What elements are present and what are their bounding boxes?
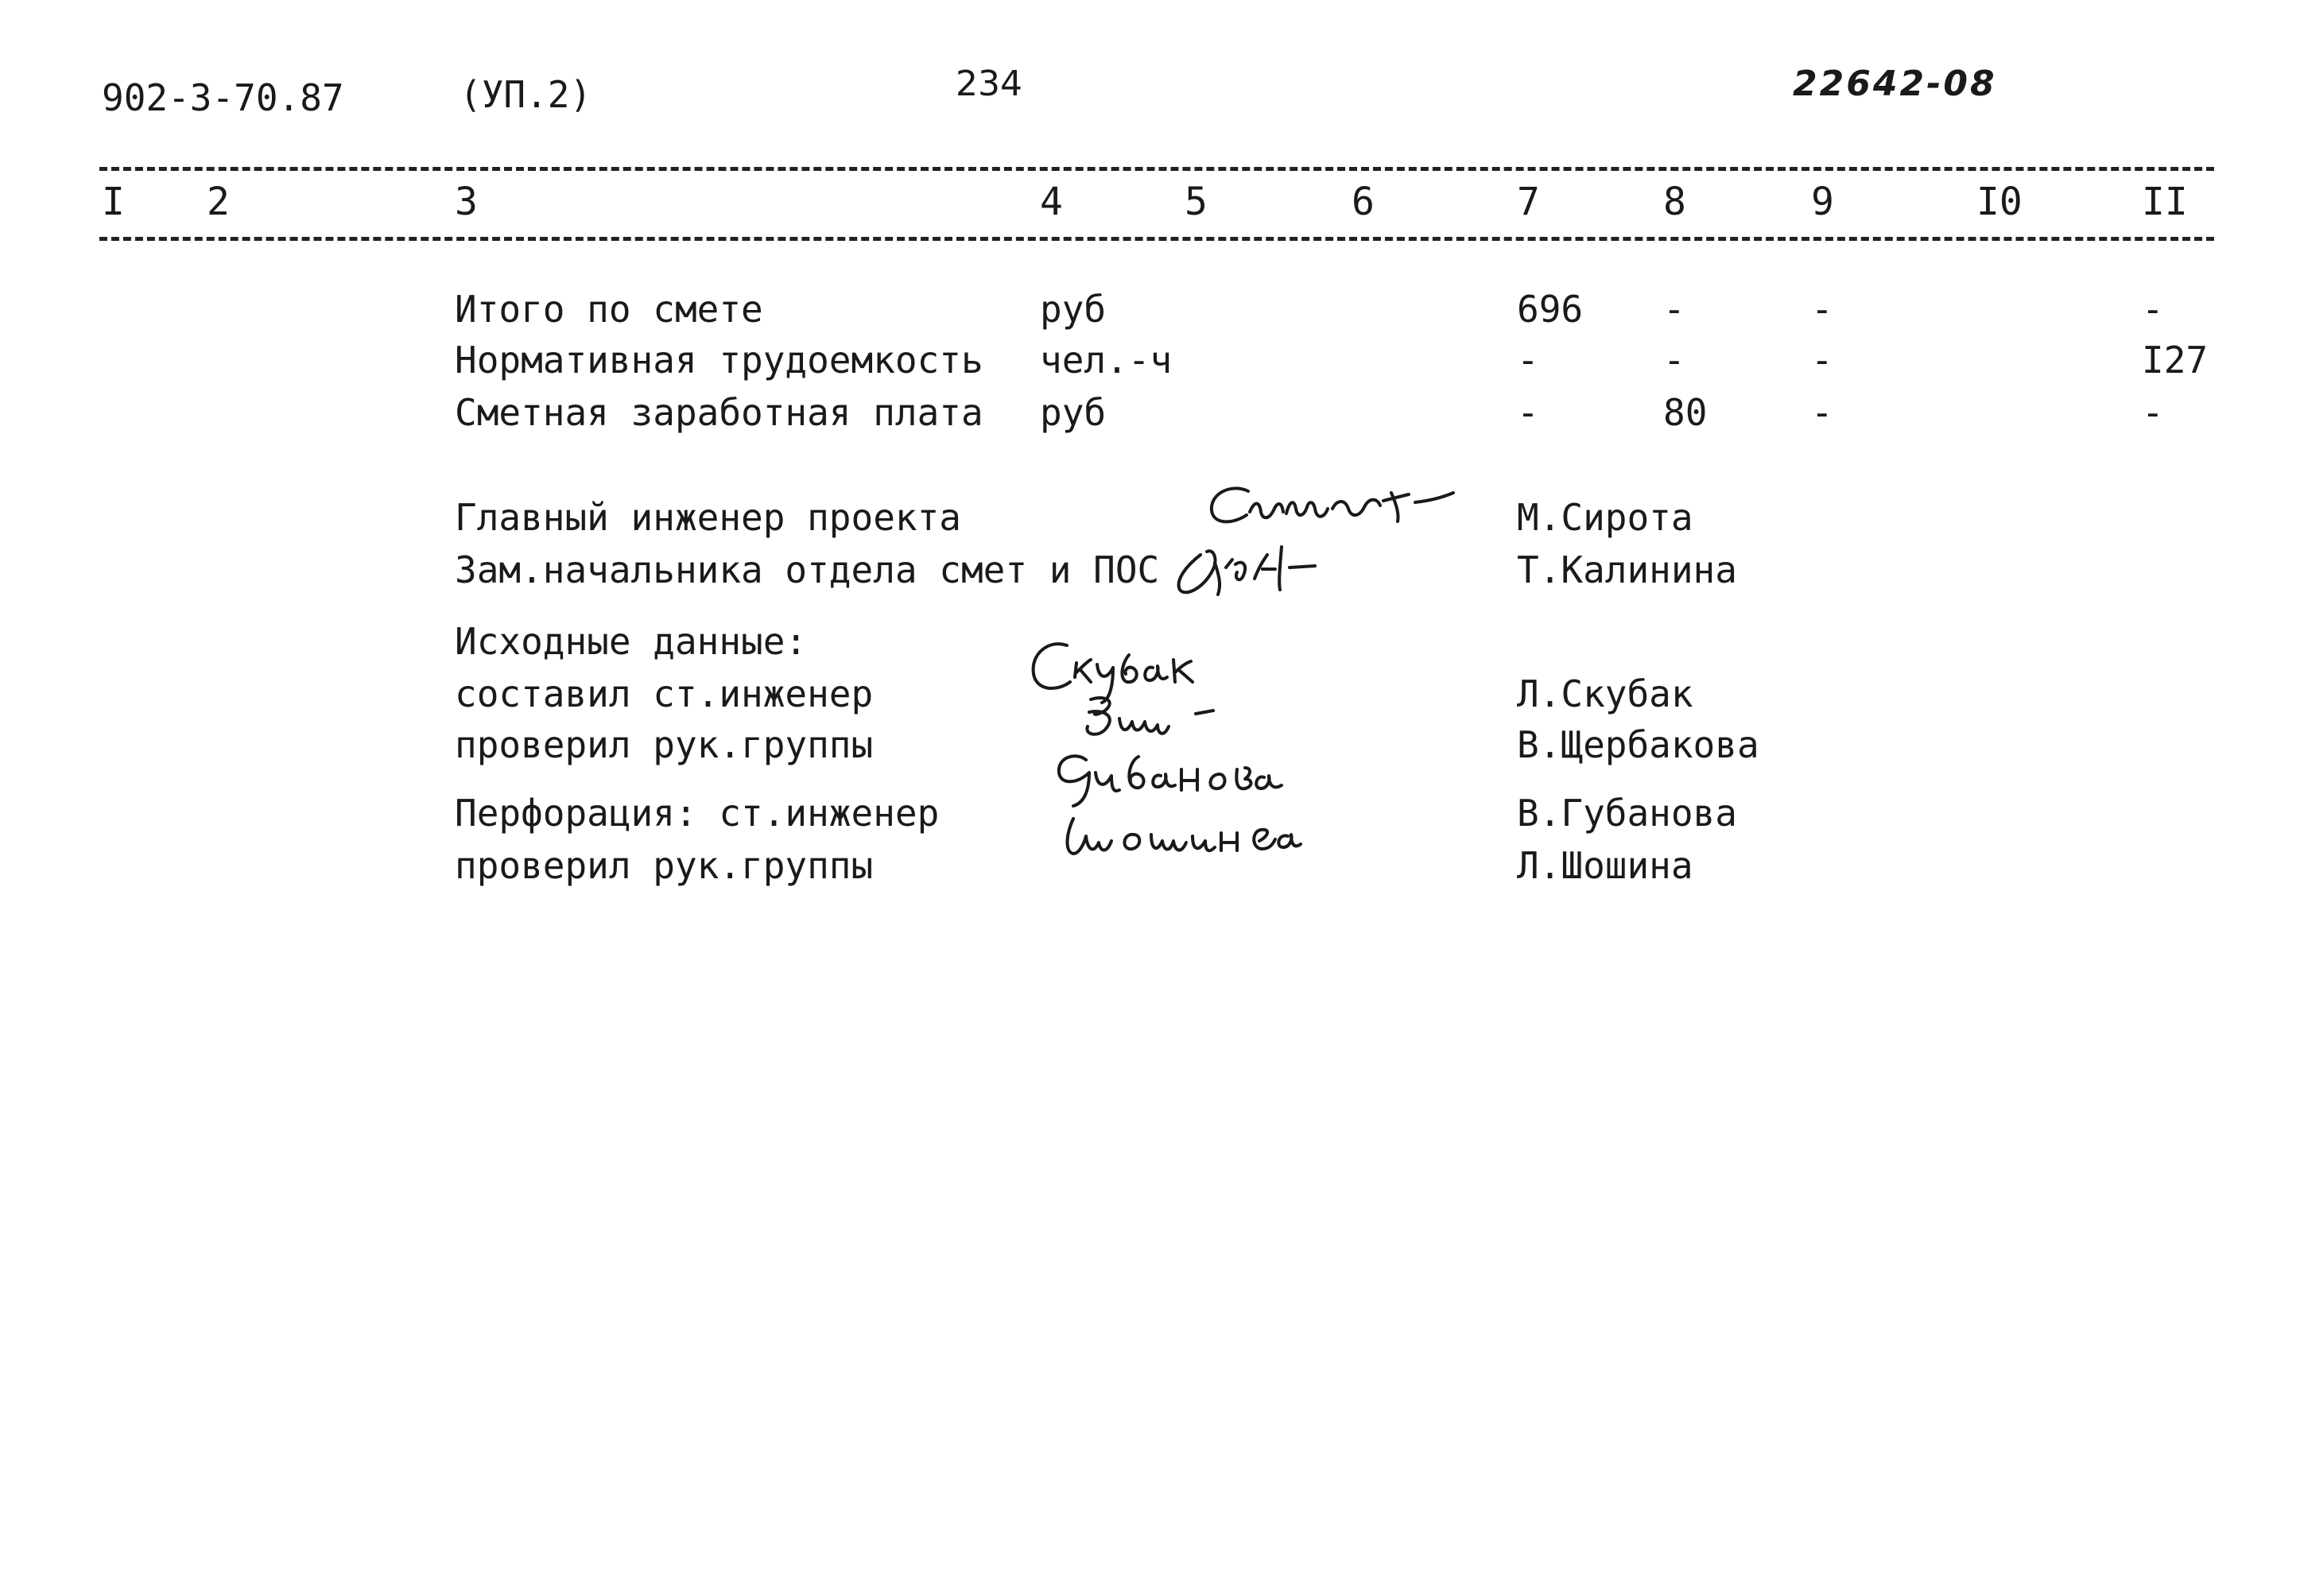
totals-label: Итого по смете xyxy=(455,288,763,331)
page-number: 234 xyxy=(956,64,1022,104)
totals-unit: чел.-ч xyxy=(1040,339,1173,382)
document-code: 902-3-70.87 xyxy=(102,76,344,119)
column-number: I0 xyxy=(1976,180,2023,224)
signatory-name: В.Губанова xyxy=(1517,792,1737,835)
column-number: 8 xyxy=(1663,180,1686,224)
totals-col8: 80 xyxy=(1663,391,1708,434)
column-number: II xyxy=(2142,180,2188,224)
signature-shcherbakova xyxy=(1073,690,1232,746)
column-number: 3 xyxy=(455,180,478,224)
section-heading: Исходные данные: xyxy=(455,620,808,663)
totals-col8: - xyxy=(1663,339,1685,382)
signatory-role: Главный инженер проекта xyxy=(455,496,961,539)
column-number: 9 xyxy=(1811,180,1834,224)
totals-col9: - xyxy=(1811,288,1833,331)
totals-col8: - xyxy=(1663,288,1685,331)
totals-label: Нормативная трудоемкость xyxy=(455,339,983,382)
totals-col7: 696 xyxy=(1517,288,1584,331)
inventory-number: 22642-08 xyxy=(1793,64,1997,104)
totals-col9: - xyxy=(1811,339,1833,382)
signatory-name: Л.Шошина xyxy=(1517,844,1693,887)
top-dashed-rule xyxy=(99,167,2214,171)
totals-col11: I27 xyxy=(2142,339,2209,382)
signatory-role: Зам.начальника отдела смет и ПОС xyxy=(455,548,1160,591)
signature-shoshina xyxy=(1049,804,1304,868)
totals-col11: - xyxy=(2142,288,2164,331)
totals-label: Сметная заработная плата xyxy=(455,391,983,434)
column-number: 2 xyxy=(207,180,230,224)
signatory-name: Т.Калинина xyxy=(1517,548,1737,591)
totals-unit: руб xyxy=(1040,288,1107,331)
signatory-name: Л.Скубак xyxy=(1517,672,1693,715)
column-number: 7 xyxy=(1517,180,1540,224)
column-number: 6 xyxy=(1352,180,1375,224)
bottom-dashed-rule xyxy=(99,237,2214,241)
totals-col11: - xyxy=(2142,391,2164,434)
signatory-role: Перфорация: ст.инженер xyxy=(455,792,940,835)
signatory-name: М.Сирота xyxy=(1517,496,1693,539)
signatory-role: составил ст.инженер xyxy=(455,672,874,715)
signatory-name: В.Щербакова xyxy=(1517,723,1759,766)
signatory-role: проверил рук.группы xyxy=(455,844,874,887)
totals-col7: - xyxy=(1517,339,1539,382)
totals-col7: - xyxy=(1517,391,1539,434)
signature-gubanova xyxy=(1049,746,1288,809)
signatory-role: проверил рук.группы xyxy=(455,723,874,766)
totals-col9: - xyxy=(1811,391,1833,434)
totals-unit: руб xyxy=(1040,391,1107,434)
album-reference: (УП.2) xyxy=(460,73,592,116)
column-number: 5 xyxy=(1185,180,1208,224)
column-number: I xyxy=(102,180,125,224)
signature-kalinina xyxy=(1169,531,1344,602)
column-number: 4 xyxy=(1040,180,1063,224)
